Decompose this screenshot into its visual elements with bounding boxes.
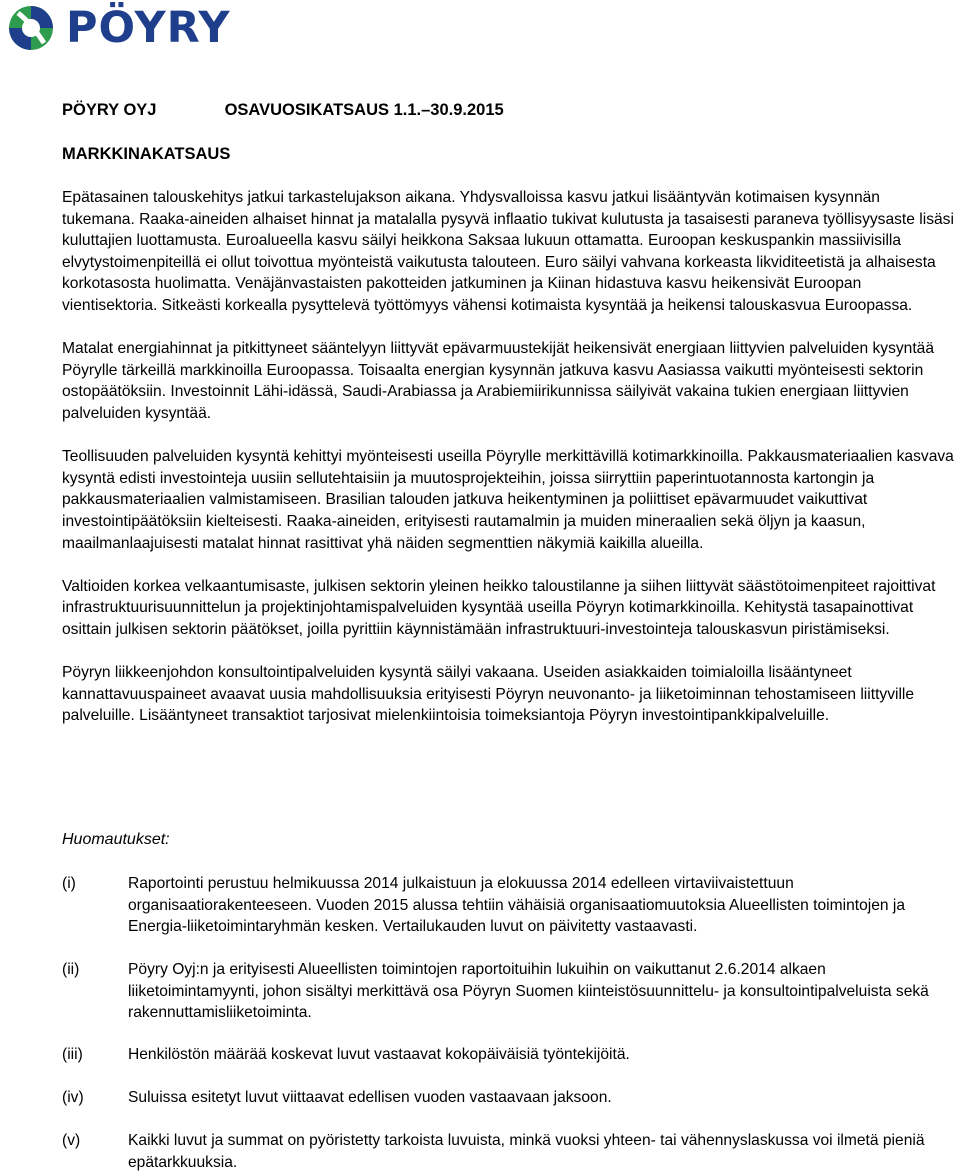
note-text: Pöyry Oyj:n ja erityisesti Alueellisten toimintojen raportoituihin lukuihin on vaikuttanut 2.6.2014 alkaen liiketoimintamyynti, johon sisältyi merkittävä osa Pöyryn Suomen kiinteistösuunnittelu- ja konsultointipalveluista sekä rakennuttamisliiketoiminta.: [128, 961, 929, 1022]
note-item: [62, 1087, 956, 1109]
paragraph: Epätasainen talouskehitys jatkui tarkastelujakson aikana. Yhdysvalloissa kasvu jatkui lisääntyvän kotimaisen kysynnän tukemana. Raaka-aineiden alhaiset hinnat ja matalalla pysyvä inflaatio tukivat kulutusta ja tasaisesti paraneva työllisyysaste lisäsi kuluttajien luottamusta. Euroalueella kasvu säilyi heikkona Saksaa lukuun ottamatta. Euroopan keskuspankin massiivisilla elvytystoimenpiteillä ei ollut toivottua myönteistä vaikutusta talouteen. Euro säilyi vahvana korkeasta likviditeetistä ja alhaisesta korkotasosta huolimatta. Venäjänvastaisten pakotteiden jatkuminen ja Kiinan hidastuva kasvu heikensivät Euroopan vientisektoria. Sitkeästi korkealla pysyttelevä työttömyys vähensi kotimaista kysyntää ja heikensi talouskasvua Euroopassa.: [62, 189, 954, 314]
note-text: Kaikki luvut ja summat on pyöristetty tarkoista luvuista, minkä vuoksi yhteen- tai vähennyslaskussa voi ilmetä pieniä epätarkkuuksia.: [128, 1132, 925, 1171]
notes-title: Huomautukset:: [62, 831, 170, 848]
note-item: [62, 959, 956, 1024]
note-index: (iii): [62, 1046, 83, 1063]
paragraph: Matalat energiahinnat ja pitkittyneet sääntelyyn liittyvät epävarmuustekijät heikensivät energiaan liittyvien palveluiden kysyntää Pöyrylle tärkeillä markkinoilla Euroopassa. Toisaalta energian kysynnän jatkuva kasvu Aasiassa vaikutti myönteisesti sektorin ostopäätöksiin. Investoinnit Lähi-idässä, Saudi-Arabiassa ja Arabiemiirikunnissa säilyivät vakaina tukien energiaan liittyvien palveluiden kysyntää.: [62, 340, 935, 422]
paragraph: Valtioiden korkea velkaantumisaste, julkisen sektorin yleinen heikko taloustilanne ja siihen liittyvät säästötoimenpiteet rajoittivat infrastruktuurisuunnittelun ja projektinjohtamispalveluiden kysyntää useilla Pöyryn kotimarkkinoilla. Kehitystä tasapainottivat osittain julkisen sektorin päätökset, joilla pyrittiin käynnistämään infrastruktuuri-investointeja talouskasvun piristämiseksi.: [62, 577, 936, 638]
note-item: [62, 1044, 956, 1066]
body-text: [62, 187, 956, 748]
paragraph: Pöyryn liikkeenjohdon konsultointipalveluiden kysyntä säilyi vakaana. Useiden asiakkaiden toimialoilla lisääntyneet kannattavuuspaineet avaavat uusia mahdollisuuksia erityisesti Pöyryn neuvonanto- ja liiketoiminnan tehostamiseen liittyville palveluille. Lisääntyneet transaktiot tarjosivat mielenkiintoisia toimeksiantoja Pöyryn investointipankkipalveluille.: [62, 664, 915, 725]
report-title: OSAVUOSIKATSAUS 1.1.–30.9.2015: [224, 101, 504, 119]
poyry-swirl-icon: [6, 3, 56, 53]
note-index: (v): [62, 1132, 81, 1149]
document-header: [62, 99, 504, 121]
note-item: [62, 1130, 956, 1171]
note-text: Henkilöstön määrää koskevat luvut vastaavat kokopäiväisiä työntekijöitä.: [128, 1046, 630, 1063]
note-text: Raportointi perustuu helmikuussa 2014 julkaistuun ja elokuussa 2014 edelleen virtaviivaistettuun organisaatiorakenteeseen. Vuoden 2015 alussa tehtiin vähäisiä organisaatiomuutoksia Alueellisten toimintojen ja Energia-liiketoimintaryhmän kesken. Vertailukauden luvut on päivitetty vastaavasti.: [128, 875, 906, 936]
note-index: (iv): [62, 1089, 84, 1106]
section-title: MARKKINAKATSAUS: [62, 145, 231, 163]
note-index: (i): [62, 875, 76, 892]
company-name: PÖYRY OYJ: [62, 101, 157, 119]
note-item: [62, 873, 956, 938]
logo-text: PÖYRY: [66, 3, 231, 53]
note-text: Suluissa esitetyt luvut viittaavat edellisen vuoden vastaavaan jaksoon.: [128, 1089, 612, 1106]
poyry-logo: [6, 2, 231, 54]
note-index: (ii): [62, 961, 80, 978]
paragraph: Teollisuuden palveluiden kysyntä kehittyi myönteisesti useilla Pöyrylle merkittävillä kotimarkkinoilla. Pakkausmateriaalien kasvava kysyntä edisti investointeja uusiin sellutehtaisiin ja muutosprojekteihin, joissa siirryttiin paperintuotannosta kartongin ja pakkausmateriaalien valmistamiseen. Brasilian talouden jatkuva heikentyminen ja poliittiset epävarmuudet vaikuttivat investointipäätöksiin kielteisesti. Raaka-aineiden, erityisesti rautamalmin ja muiden mineraalien sekä öljyn ja kaasun, maailmanlaajuisesti matalat hinnat rasittivat yhä näiden segmenttien näkymiä kaikilla alueilla.: [62, 448, 954, 552]
